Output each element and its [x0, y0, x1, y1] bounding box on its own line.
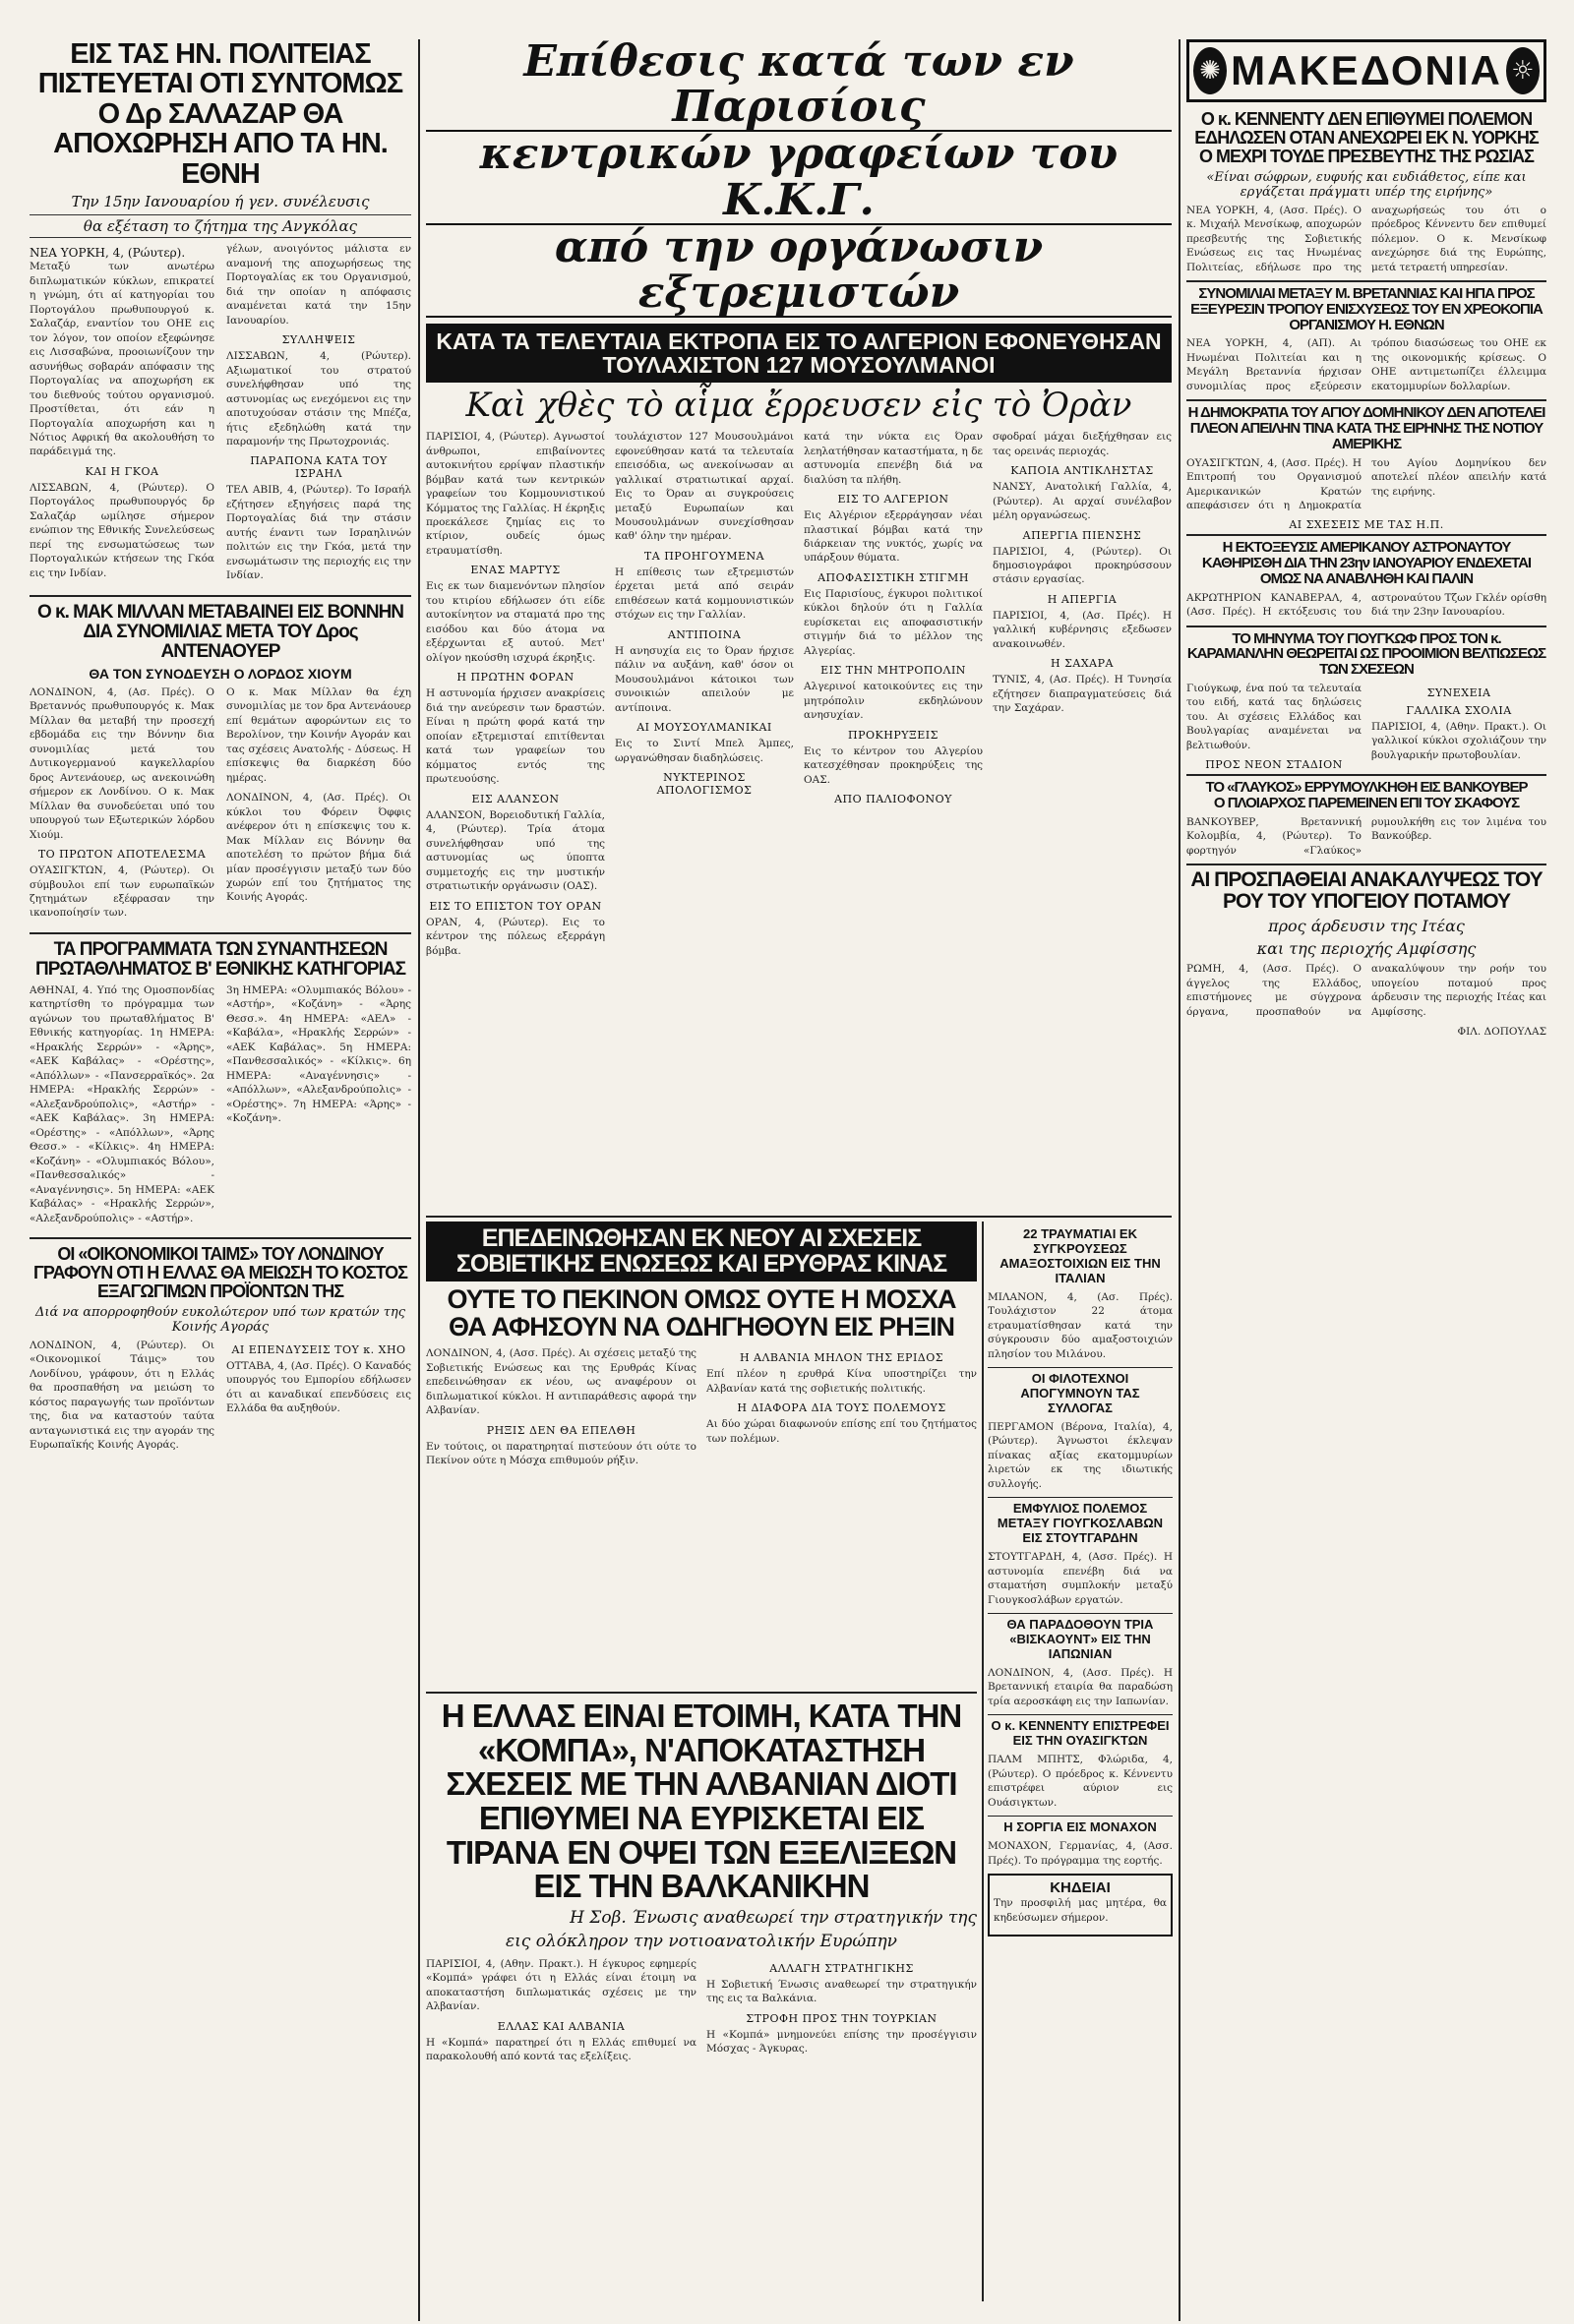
section-rule: [426, 1216, 1172, 1218]
section-head: ΕΝΑΣ ΜΑΡΤΥΣ: [470, 564, 561, 577]
main-title-line-2: κεντρικών γραφείων του Κ.Κ.Γ.: [426, 130, 1172, 222]
article-text: ΡΩΜΗ, 4, (Ασσ. Πρές). Ο άγγελος της Ελλάδος, επιστήμονες με σύγχρονα όργανα, προσπαθούν να ανακαλύψουν την ροήν του υπογείου ποταμού προς άρδευσιν της περιοχής Ιτέας και Αμφίσσης.: [1186, 963, 1546, 1018]
section-head: Η ΑΛΒΑΝΙΑ ΜΗΛΟΝ ΤΗΣ ΕΡΙΔΟΣ: [739, 1351, 944, 1365]
subheadline: «Είναι σώφρων, ευφυής και ευδιάθετος, είπε και εργάζεται πράγματι υπέρ της ειρήνης»: [1206, 169, 1527, 200]
article-football: [30, 932, 411, 1231]
section-head: ΣΤΡΟΦΗ ΠΡΟΣ ΤΗΝ ΤΟΥΡΚΙΑΝ: [746, 2011, 938, 2025]
article-text: Η ανησυχία εις το Όραν ήρχισε πάλιν να αυξάνη, καθ' όσον οι Μουσουλμάνοι κάτοικοι των συνοικιών απειλούν με αντίποινα.: [615, 644, 794, 714]
article-text: ΛΟΝΔΙΝΟΝ, 4, (Ασσ. Πρές). Αι σχέσεις μεταξύ της Σοβιετικής Ενώσεως και της Ερυθράς Κίνας επεδεινώθησαν εκ νέου, ως αναφέρουν οι διπλωματικοί κύκλοι. Η αντιπαράθεσις αφορά την Αλβανίαν.: [426, 1347, 696, 1417]
article-text: Η Σοβιετική Ένωσις αναθεωρεί την στρατηγικήν της εις τα Βαλκάνια.: [706, 1978, 977, 2005]
article-text: ΛΟΝΔΙΝΟΝ, 4, (Ασ. Πρές). Οι κύκλοι του Φόρειν Όφφις ανέφερον ότι η επίσκεψις του κ. Μακ Μίλλαν εις Βόννην θα αποτελέση το πρώτον βήμα διά μίαν προσέγγισιν μεταξύ των δύο χωρών επί του ζητήματος της Κοινής Αγοράς.: [226, 792, 411, 904]
main-title-line-3: από την οργάνωσιν εξτρεμιστών: [426, 223, 1172, 318]
article-text: Η αστυνομία ήρχισεν ανακρίσεις διά την ανεύρεσιν των δραστών. Είναι η πρώτη φορά κατά την οποίαν εξτρεμισταί επιτίθενται κατά των γραφείων του κόμματος εντός της πρωτευούσης.: [426, 687, 605, 786]
article-text: Αι δύο χώραι διαφωνούν επίσης επί του ζητήματος των πολέμων.: [706, 1418, 977, 1445]
headline: ΕΠΕΔΕΙΝΩΘΗΣΑΝ ΕΚ ΝΕΟΥ ΑΙ ΣΧΕΣΕΙΣ ΣΟΒΙΕΤΙΚΗΣ ΕΝΩΣΕΩΣ ΚΑΙ ΕΡΥΘΡΑΣ ΚΙΝΑΣ: [455, 1224, 947, 1279]
article-text: Εις Παρισίους, έγκυροι πολιτικοί κύκλοι δηλούν ότι η Γαλλία ευρίσκεται εις αποφασιστικήν στιγμήν διά το μέλλον της Αλγερίας.: [804, 587, 983, 657]
section-head: ΚΑΠΟΙΑ ΑΝΤΙΚΛΗΣΤΑΣ: [1010, 464, 1154, 478]
article-text: ΑΘΗΝΑΙ, 4. Υπό της Ομοσπονδίας κατηρτίσθη το πρόγραμμα των αγώνων του πρωταθλήματος Β' Εθνικής κατηγορίας. 1η ΗΜΕΡΑ: «Ηρακλής Σερρών» - «Άρης», «ΑΕΚ Καβάλας» - «Ορέστης», «Απόλλων» - «Πανσερραϊκός». 2α ΗΜΕΡΑ: «Ηρακλής Σερρών» - «Αλεξανδρούπολις», «Αστήρ» - «ΑΕΚ Καβάλας». 3η ΗΜΕΡΑ: «Ορέστης» - «Απόλλων», «Άρης Θεσσ.» - «Κίλκις». 4η ΗΜΕΡΑ: «Κοζάνη» - «Ολυμπιακός Βόλου», «Πανθεσσαλικός» - «Αναγέννησις». 5η ΗΜΕΡΑ: «ΑΕΚ Καβάλας» - «Ηρακλής Σερρών», «Αλεξανδρούπολις» - «Αστήρ».: [30, 983, 214, 1224]
article-text: Εις το κέντρον του Αλγερίου κατεσχέθησαν προκηρύξεις της ΟΑΣ.: [804, 745, 983, 786]
article-text: Εις εκ των διαμενόντων πλησίον του κτιρίου εδήλωσεν ότι είδε αυτοκίνητον να σταματά προ της εισόδου και δύο άτομα να εξέρχωνται εξ αυτού. Μετ' ολίγον ηκούσθη ισχυρά έκρηξις.: [426, 580, 605, 664]
article-text: ΝΕΑ ΥΟΡΚΗ, 4, (Ασσ. Πρές). Ο κ. Μιχαήλ Μενσίκωφ, αποχωρών πρεσβευτής της Σοβιετικής Ενώσεως εις τας Ηνωμένας Πολιτείας, εδήλωσε προ της αναχωρήσεώς του ότι ο πρόεδρος Κέννεντυ δεν επιθυμεί πόλεμον. Ο κ. Μενσίκωφ ανεχώρησε διά της Ευρώπης, μετά τετραετή υπηρεσίαν.: [1186, 204, 1546, 273]
article-text: ΜΙΛΑΝΟΝ, 4, (Ασ. Πρές). Τουλάχιστον 22 άτομα ετραυματίσθησαν κατά την σύγκρουσιν δύο αμαξοστοιχιών πλησίον του Μιλάνου.: [988, 1290, 1173, 1360]
article-yugov-message: [1186, 626, 1546, 775]
article-text: ΟΤΤΑΒΑ, 4, (Ασ. Πρές). Ο Καναδός υπουργός του Εμπορίου εδήλωσεν ότι αι καναδικαί επενδύσεις εις Ελλάδα θα αυξηθούν.: [226, 1359, 411, 1415]
subheadline-2: εις ολόκληρον την νοτιοανατολικήν Ευρώπην: [506, 1931, 897, 1951]
headline: ΘΑ ΠΑΡΑΔΟΘΟΥΝ ΤΡΙΑ «ΒΙΣΚΑΟΥΝΤ» ΕΙΣ ΤΗΝ ΙΑΠΩΝΙΑΝ: [988, 1613, 1173, 1662]
article-text: ΠΑΡΙΣΙΟΙ, 4, (Αθην. Πρακτ.). Οι γαλλικοί κύκλοι σχολιάζουν την βουλγαρικήν πρωτοβουλίαν.: [1371, 720, 1546, 761]
headline: Ο κ. ΜΑΚ ΜΙΛΛΑΝ ΜΕΤΑΒΑΙΝΕΙ ΕΙΣ ΒΟΝΝΗΝ ΔΙΑ ΣΥΝΟΜΙΛΙΑΣ ΜΕΤΑ ΤΟΥ Δρος ΑΝΤΕΝΑΟΥΕΡ: [36, 601, 404, 662]
column-rule: [982, 1222, 984, 2301]
headline: ΟΙ ΦΙΛΟΤΕΧΝΟΙ ΑΠΟΓΥΜΝΟΥΝ ΤΑΣ ΣΥΛΛΟΓΑΣ: [988, 1367, 1173, 1416]
article-text: Ο κ. Μακ Μίλλαν θα έχη συνομιλίας με τον δρα Αντενάουερ επί θεμάτων αφορώντων εις το Βερολίνον, την Κοινήν Αγοράν και τας σχέσεις Ανατολής - Δύσεως. Η επίσκεψις θα διαρκέση δύο ημέρας.: [226, 685, 411, 784]
article-text: ΟΥΑΣΙΓΚΤΩΝ, 4, (Ασσ. Πρές). Η Επιτροπή του Οργανισμού Αμερικανικών Κρατών απεφάσισεν ότι η Δημοκρατία του Αγίου Δομηνίκου δεν αποτελεί πλέον απειλήν κατά της ειρήνης.: [1186, 456, 1546, 511]
section-head: Η ΠΡΩΤΗΝ ΦΟΡΑΝ: [456, 671, 575, 685]
subheadline-2: και της περιοχής Αμφίσσης: [1256, 939, 1477, 959]
article-text: ΒΑΝΚΟΥΒΕΡ, Βρεταννική Κολομβία, 4, (Ρώυτερ). Το φορτηγόν «Γλαύκος» ρυμουλκήθη εις τον λιμένα του Βανκούβερ.: [1186, 815, 1546, 857]
section-head: ΠΡΟΚΗΡΥΞΕΙΣ: [848, 728, 938, 742]
article-glafkos: [1186, 774, 1546, 858]
column-rule: [418, 39, 420, 2321]
article-text: Αλγερινοί κατοικούντες εις την μητρόπολιν εκδηλώνουν ανησυχίαν.: [804, 681, 983, 722]
section-head: ΑΠΟ ΠΑΛΙΟΦΟΝΟΥ: [834, 793, 952, 806]
section-head: ΕΛΛΑΣ ΚΑΙ ΑΛΒΑΝΙΑ: [497, 2019, 626, 2033]
article-text: ΜΟΝΑΧΟΝ, Γερμανίας, 4, (Ασσ. Πρές). Το πρόγραμμα της εορτής.: [988, 1840, 1173, 1867]
vergina-emblem-icon: ☼: [1506, 47, 1540, 94]
article-text: Εις το Σιντί Μπελ Άμπες, ωργανώθησαν διαδηλώσεις.: [615, 738, 794, 764]
main-title-line-1: Επίθεσις κατά των εν Παρισίοις: [523, 39, 1074, 133]
section-head: ΓΑΛΛΙΚΑ ΣΧΟΛΙΑ: [1406, 703, 1512, 717]
section-head: ΡΗΞΙΣ ΔΕΝ ΘΑ ΕΠΕΛΘΗ: [486, 1423, 636, 1437]
article-text: ΠΑΡΙΣΙΟΙ, 4, (Ρώυτερ). Οι δημοσιογράφοι προκηρύσσουν στάσιν εργασίας.: [993, 545, 1172, 586]
article-text: ΟΡΑΝ, 4, (Ρώυτερ). Εις το κέντρον της πόλεως εξερράγη βόμβα.: [426, 916, 605, 957]
headline: ΣΥΝΟΜΙΛΙΑΙ ΜΕΤΑΞΥ Μ. ΒΡΕΤΑΝΝΙΑΣ ΚΑΙ ΗΠΑ ΠΡΟΣ ΕΞΕΥΡΕΣΙΝ ΤΡΟΠΟΥ ΕΝΙΣΧΥΣΕΩΣ ΤΟΥ ΕΝ ΧΡΕΟΚΟΠΙΑ ΟΡΓΑΝΙΣΜΟΥ Η. ΕΘΝΩΝ: [1190, 285, 1543, 333]
article-text: κατά την νύκτα εις Όραν λεηλατήθησαν καταστήματα, η δε αστυνομία επενέβη διά να διαλύση τα πλήθη.: [804, 431, 983, 486]
obituary-box: [988, 1874, 1173, 1937]
section-head: ΑΙ ΜΟΥΣΟΥΛΜΑΝΙΚΑΙ: [636, 721, 772, 735]
lead-subheadline: Την 15ην Ιανουαρίου ή γεν. συνέλευσις: [71, 193, 370, 211]
article-text: ΤΕΛ ΑΒΙΒ, 4, (Ρώυτερ). Το Ισραήλ εζήτησεν εξηγήσεις παρά της Πορτογαλίας διά την στάσιν αυτής έναντι των Ισραηλινών πολιτών εις την Γκόα, μετά την ενσωμάτωσιν της περιοχής εις την Ινδίαν.: [226, 484, 411, 582]
article-text: σφοδραί μάχαι διεξήχθησαν εις τας ορεινάς περιοχάς.: [993, 431, 1172, 457]
masthead: [1186, 39, 1546, 102]
italic-subtitle: Καὶ χθὲς τὸ αἷμα ἔρρευσεν εἰς τὸ Ὀρὰν: [465, 386, 1132, 426]
article-text: Την προσφιλή μας μητέρα, θα κηδεύσωμεν σήμερον.: [994, 1897, 1167, 1924]
headline: Η ΔΗΜΟΚΡΑΤΙΑ ΤΟΥ ΑΓΙΟΥ ΔΟΜΗΝΙΚΟΥ ΔΕΝ ΑΠΟΤΕΛΕΙ ΠΛΕΟΝ ΑΠΕΙΛΗΝ ΤΙΝΑ ΚΑΤΑ ΤΗΣ ΕΙΡΗΝΗΣ ΤΗΣ ΝΟΤΙΟΥ ΑΜΕΡΙΚΗΣ: [1187, 404, 1545, 452]
center-lead-article: [426, 39, 1172, 1212]
article-text: ΛΙΣΣΑΒΩΝ, 4, (Ρώυτερ). Αξιωματικοί του στρατού συνελήφθησαν υπό της αστυνομίας ως ενεχόμενοι εις την αποτυχούσαν στάσιν της Μπέζα, ήτις εξεδηλώθη κατά την παραμονήν της Πρωτοχρονιάς.: [226, 350, 411, 447]
section-head: ΚΑΙ Η ΓΚΟΑ: [85, 464, 159, 478]
article-underground-river: [1186, 864, 1546, 1040]
article-text: ΠΑΛΜ ΜΠΗΤΣ, Φλώριδα, 4, (Ρώυτερ). Ο πρόεδρος κ. Κέννεντυ επιστρέφει αύριον εις Ουάσιγκτων.: [988, 1754, 1173, 1809]
article-text: Μεταξύ των ανωτέρω διπλωματικών κύκλων, επικρατεί η γνώμη, ότι αί κατηγορίαι του Πορτογάλου πρωθυπουργού κ. Σαλαζάρ, εναντίον του ΟΗΕ εις τον λόγον, τον οποίον εξεφώνησε εις Λισσαβώνα, προοιωνίζουν την ασυνήθως σοβαράν απόφασιν της Πορτογαλίας να αποχωρήση εκ του διεθνούς τούτου οργανισμού. Προστίθεται, ότι εάν η Πορτογαλία αποχωρήση και η Νότιος Αφρική θα ακολουθήση το παράδειγμά της.: [30, 261, 214, 458]
article-text: ΠΑΡΙΣΙΟΙ, 4, (Ασ. Πρές). Η γαλλική κυβέρνησις εξεδωσεν ανακοινωθέν.: [993, 609, 1172, 650]
section-head: ΠΡΟΣ ΝΕΟΝ ΣΤΑΔΙΟΝ: [1205, 758, 1343, 772]
right-column: [1186, 39, 1546, 2301]
article-text: Η «Κομπά» μνημονεύει επίσης την προσέγγισιν Μόσχας - Άγκυρας.: [706, 2028, 977, 2056]
subheadline: Η Σοβ. Ένωσις αναθεωρεί την στρατηγικήν της: [570, 1907, 977, 1928]
article-un: [1186, 280, 1546, 393]
article-text: Εν τούτοις, οι παρατηρηταί πιστεύουν ότι ούτε το Πεκίνον ούτε η Μόσχα επιθυμούν ρήξιν.: [426, 1440, 696, 1467]
headline: ΑΙ ΠΡΟΣΠΑΘΕΙΑΙ ΑΝΑΚΑΛΥΨΕΩΣ ΤΟΥ ΡΟΥ ΤΟΥ ΥΠΟΓΕΙΟΥ ΠΟΤΑΜΟΥ: [1190, 868, 1543, 914]
article-text: ΑΚΡΩΤΗΡΙΟΝ ΚΑΝΑΒΕΡΑΛ, 4, (Ασσ. Πρές). Η εκτόξευσις του αστροναύτου Τζων Γκλέν ορίσθη διά την 23ην Ιανουαρίου.: [1186, 591, 1546, 619]
section-head: ΑΠΟΦΑΣΙΣΤΙΚΗ ΣΤΙΓΜΗ: [817, 570, 969, 584]
article-astronaut: [1186, 534, 1546, 619]
signature: ΦΙΛ. ΔΟΠΟΥΛΑΣ: [1457, 1026, 1546, 1039]
banner-text: ΚΑΤΑ ΤΑ ΤΕΛΕΥΤΑΙΑ ΕΚΤΡΟΠΑ ΕΙΣ ΤΟ ΑΛΓΕΡΙΟΝ ΕΦΟΝΕΥΘΗΣΑΝ ΤΟΥΛΑΧΙΣΤΟΝ 127 ΜΟΥΣΟΥΛΜΑΝΟΙ: [436, 328, 1162, 379]
headline: ΤΟ «ΓΛΑΥΚΟΣ» ΕΡΡΥΜΟΥΛΚΗΘΗ ΕΙΣ ΒΑΝΚΟΥΒΕΡ: [1205, 779, 1528, 797]
section-head: ΤΟ ΠΡΩΤΟΝ ΑΠΟΤΕΛΕΣΜΑ: [37, 848, 207, 862]
sun-emblem-icon: ✺: [1193, 47, 1227, 94]
headline: ΚΗΔΕΙΑΙ: [1050, 1879, 1111, 1897]
left-column: [30, 39, 411, 2301]
headline: Ο κ. ΚΕΝΝΕΝΤΥ ΕΠΙΣΤΡΕΦΕΙ ΕΙΣ ΤΗΝ ΟΥΑΣΙΓΚΤΩΝ: [988, 1714, 1173, 1749]
lead-headline: ΕΙΣ ΤΑΣ ΗΝ. ΠΟΛΙΤΕΙΑΣ ΠΙΣΤΕΥΕΤΑΙ ΟΤΙ ΣΥΝΤΟΜΩΣ Ο Δρ ΣΑΛΑΖΑΡ ΘΑ ΑΠΟΧΩΡΗΣΗ ΑΠΟ ΤΑ ΗΝ. ΕΘΝΗ: [37, 39, 403, 190]
soviet-banner: [426, 1222, 977, 1281]
section-head: Η ΣΑΧΑΡΑ: [1051, 657, 1114, 671]
article-text: ΟΥΑΣΙΓΚΤΩΝ, 4, (Ρώυτερ). Οι σύμβουλοι επί των ευρωπαϊκών ζητημάτων εξέφρασαν την ικανοποίησίν των.: [30, 864, 214, 920]
article-text: Επί πλέον η ερυθρά Κίνα υποστηρίζει την Αλβανίαν κατά της σοβιετικής πολιτικής.: [706, 1368, 977, 1395]
headline: ΕΜΦΥΛΙΟΣ ΠΟΛΕΜΟΣ ΜΕΤΑΞΥ ΓΙΟΥΓΚΟΣΛΑΒΩΝ ΕΙΣ ΣΤΟΥΤΓΑΡΔΗΝ: [988, 1497, 1173, 1546]
section-head: ΤΑ ΠΡΟΗΓΟΥΜΕΝΑ: [643, 549, 765, 563]
article-greece-albania: [426, 1692, 977, 2309]
headline: Η ΣΟΡΓΙΑ ΕΙΣ ΜΟΝΑΧΟΝ: [988, 1816, 1173, 1835]
article-text: τουλάχιστον 127 Μουσουλμάνοι εφονεύθησαν κατά τα τελευταία επεισόδια, ως ανεκοίνωσαν αι γαλλικαί στρατιωτικαί αρχαί. Εις το Όραν αι συγκρούσεις μεταξύ Ευρωπαίων και Μουσουλμάνων συνεχίσθησαν καθ' όλην την ημέραν.: [615, 431, 794, 543]
headline: Η ΕΛΛΑΣ ΕΙΝΑΙ ΕΤΟΙΜΗ, ΚΑΤΑ ΤΗΝ «ΚΟΜΠΑ», Ν'ΑΠΟΚΑΤΑΣΤΗΣΗ ΣΧΕΣΕΙΣ ΜΕ ΤΗΝ ΑΛΒΑΝΙΑΝ ΔΙΟΤΙ ΕΠΙΘΥΜΕΙ ΝΑ ΕΥΡΙΣΚΕΤΑΙ ΕΙΣ ΤΙΡΑΝΑ ΕΝ ΟΨΕΙ ΤΩΝ ΕΞΕΛΙΞΕΩΝ ΕΙΣ ΤΗΝ ΒΑΛΚΑΝΙΚΗΝ: [441, 1698, 962, 1905]
section-head: ΣΥΝΕΧΕΙΑ: [1426, 685, 1491, 699]
section-head: ΑΙ ΕΠΕΝΔΥΣΕΙΣ ΤΟΥ κ. ΧΗΟ: [231, 1342, 406, 1356]
dateline: ΝΕΑ ΥΟΡΚΗ, 4, (Ρώυτερ).: [30, 246, 186, 261]
article-text: ΣΤΟΥΤΓΑΡΔΗ, 4, (Ασσ. Πρές). Η αστυνομία επενέβη διά να σταματήση συμπλοκήν μεταξύ Γιουγκοσλάβων εργατών.: [988, 1551, 1173, 1606]
headline-2: Ο ΠΛΟΙΑΡΧΟΣ ΠΑΡΕΜΕΙΝΕΝ ΕΠΙ ΤΟΥ ΣΚΑΦΟΥΣ: [1213, 795, 1520, 812]
column-rule: [1179, 39, 1180, 2321]
brief-news-column: [988, 1222, 1173, 2301]
section-head: ΕΙΣ ΑΛΑΝΣΟΝ: [471, 792, 560, 805]
article-text: 3η ΗΜΕΡΑ: «Ολυμπιακός Βόλου» - «Αστήρ», «Κοζάνη» - «Άρης Θεσσ.». 4η ΗΜΕΡΑ: «ΑΕΛ» - «Καβάλα», «Ηρακλής Σερρών» - «ΑΕΚ Καβάλας». 5η ΗΜΕΡΑ: «Πανθεσσαλικός» - «Κίλκις». 6η ΗΜΕΡΑ: «Αναγέννησις» - «Απόλλων», «Αλεξανδρούπολις» - «Ορέστης». 7η ΗΜΕΡΑ: «Άρης» - «Κοζάνη».: [226, 983, 411, 1125]
section-head: ΑΠΕΡΓΙΑ ΠΙΕΝΣΗΣ: [1022, 528, 1142, 542]
article-text: ΑΛΑΝΣΟΝ, Βορειοδυτική Γαλλία, 4, (Ρώυτερ). Τρία άτομα συνελήφθησαν υπό της αστυνομίας ως ύποπτα συμμετοχής εις την μυστικήν στρατιωτικήν οργάνωσιν (ΟΑΣ).: [426, 808, 605, 893]
section-head: ΣΥΛΛΗΨΕΙΣ: [281, 333, 356, 347]
section-head: Η ΔΙΑΦΟΡΑ ΔΙΑ ΤΟΥΣ ΠΟΛΕΜΟΥΣ: [737, 1401, 946, 1415]
section-head: ΝΥΚΤΕΡΙΝΟΣ ΑΠΟΛΟΓΙΣΜΟΣ: [656, 771, 753, 798]
article-text: ΝΕΑ ΥΟΡΚΗ, 4, (ΑΠ). Αι Ηνωμέναι Πολιτείαι και η Μεγάλη Βρεταννία ήρχισαν συνομιλίας προς εξεύρεσιν τρόπου διασώσεως του ΟΗΕ εκ της οικονομικής κρίσεως. Ο ΟΗΕ αντιμετωπίζει έλλειμμα εκατομμυρίων δολλαρίων.: [1186, 337, 1546, 392]
article-text: ΠΑΡΙΣΙΟΙ, 4, (Αθην. Πρακτ.). Η έγκυρος εφημερίς «Κομπά» γράφει ότι η Ελλάς είναι έτοιμη να αποκαταστήση διπλωματικάς σχέσεις με την Αλβανίαν.: [426, 1957, 696, 2013]
headline: ΤΟ ΜΗΝΥΜΑ ΤΟΥ ΓΙΟΥΓΚΩΦ ΠΡΟΣ ΤΟΝ κ. ΚΑΡΑΜΑΝΛΗΝ ΘΕΩΡΕΙΤΑΙ ΩΣ ΠΡΟΟΙΜΙΟΝ ΒΕΛΤΙΩΣΕΩΣ ΤΩΝ ΣΧΕΣΕΩΝ: [1186, 629, 1546, 679]
masthead-title: ΜΑΚΕΔΟΝΙΑ: [1231, 47, 1502, 93]
headline: ΤΑ ΠΡΟΓΡΑΜΜΑΤΑ ΤΩΝ ΣΥΝΑΝΤΗΣΕΩΝ ΠΡΩΤΑΘΛΗΜΑΤΟΣ Β' ΕΘΝΙΚΗΣ ΚΑΤΗΓΟΡΙΑΣ: [35, 938, 405, 980]
article-text: ΠΑΡΙΣΙΟΙ, 4, (Ρώυτερ). Αγνωστοί άνθρωποι, επιβαίνοντες αυτοκινήτου ερρίψαν πλαστικήν βόμβαν κατά των κεντρικών γραφείων του Κομμουνιστικού Κόμματος της Γαλλίας. Η έκρηξις προεκάλεσε ζημίας εις το κτίριον, ουδείς όμως ετραυματίσθη.: [426, 431, 605, 557]
headline: ΟΙ «ΟΙΚΟΝΟΜΙΚΟΙ ΤΑΙΜΣ» ΤΟΥ ΛΟΝΔΙΝΟΥ ΓΡΑΦΟΥΝ ΟΤΙ Η ΕΛΛΑΣ ΘΑ ΜΕΙΩΣΗ ΤΟ ΚΟΣΤΟΣ ΕΞΑΓΩΓΙΜΩΝ ΠΡΟΪΟΝΤΩΝ ΤΗΣ: [33, 1244, 407, 1301]
section-head: ΕΙΣ ΤΟ ΕΠΙΣΤΟΝ ΤΟΥ ΟΡΑΝ: [429, 899, 602, 913]
subheadline: ΘΑ ΤΟΝ ΣΥΝΟΔΕΥΣΗ Ο ΛΟΡΔΟΣ ΧΙΟΥΜ: [89, 665, 352, 682]
article-text: ΛΙΣΣΑΒΩΝ, 4, (Ρώυτερ). Ο Πορτογάλος πρωθυπουργός δρ Σαλαζάρ ωμίλησε σήμερον ενώπιον της Εθνικής Συνελεύσεως περί της ενσωματώσεως των Πορτογαλικών κτήσεων της Γκόα εις την Ινδίαν.: [30, 481, 214, 579]
section-head: ΑΝΤΙΠΟΙΝΑ: [667, 627, 742, 641]
article-financial-times: [30, 1237, 411, 1459]
headline: Ο κ. ΚΕΝΝΕΝΤΥ ΔΕΝ ΕΠΙΘΥΜΕΙ ΠΟΛΕΜΟΝ ΕΔΗΛΩΣΕΝ ΟΤΑΝ ΑΝΕΧΩΡΕΙ ΕΚ Ν. ΥΟΡΚΗΣ Ο ΜΕΧΡΙ ΤΟΥΔΕ ΠΡΕΣΒΕΥΤΗΣ ΤΗΣ ΡΩΣΙΑΣ: [1194, 109, 1539, 166]
article-text: ΛΟΝΔΙΝΟΝ, 4, (Ασ. Πρές). Ο Βρεταννός πρωθυπουργός κ. Μακ Μίλλαν θα μεταβή την προσεχή εβδομάδα εις την Βόννην δια συνομιλίας μετά του Δυτικογερμανού καγκελλαρίου δρος Αντενάουερ, ως ανεκοινώθη σήμερον εκ Λονδίνου. Ο κ. Μακ Μίλλαν θα συνοδεύεται υπό του υπουργού των Εξωτερικών λόρδου Χιούμ.: [30, 685, 214, 841]
article-macmillan: [30, 595, 411, 926]
section-head: ΠΑΡΑΠΟΝΑ ΚΑΤΑ ΤΟΥ ΙΣΡΑΗΛ: [250, 454, 388, 481]
banner-algeria: [426, 324, 1172, 383]
article-text: ΝΑΝΣΥ, Ανατολική Γαλλία, 4, (Ρώυτερ). Αι αρχαί συνέλαβον μέλη οργανώσεως.: [993, 481, 1172, 522]
article-text: Εις Αλγέριον εξερράγησαν νέαι πλαστικαί βόμβαι κατά την διάρκειαν της νυκτός, χωρίς να υπάρξουν θύματα.: [804, 509, 983, 565]
article-text: ΛΟΝΔΙΝΟΝ, 4, (Ρώυτερ). Οι «Οικονομικοί Τάιμς» του Λονδίνου, γράφουν, ότι η Ελλάς θα προσπαθήση να μειώση το κόστος παραγωγής των προϊόντων της, δια να καταστούν ταύτα ανταγωνιστικά εις την αγοράν της Ευρωπαϊκής Κοινής Αγοράς.: [30, 1339, 214, 1452]
article-text: Η επίθεσις των εξτρεμιστών έρχεται μετά από σειράν επιθέσεων κατά κομμουνιστικών στόχων εις την Γαλλίαν.: [615, 566, 794, 622]
article-text: Γιούγκωφ, ένα πού τα τελευταία του ειδή, κατά τας δηλώσεις του. Αι σχέσεις Ελλάδος και Βουλγαρίας αναμένεται να βελτιωθούν.: [1186, 682, 1362, 751]
subheadline: Διά να απορροφηθούν ευκολώτερον υπό των κρατών της Κοινής Αγοράς: [35, 1304, 405, 1335]
article-dominican: [1186, 399, 1546, 531]
section-head: ΕΙΣ ΤΟ ΑΛΓΕΡΙΟΝ: [837, 493, 949, 507]
headline: 22 ΤΡΑΥΜΑΤΙΑΙ ΕΚ ΣΥΓΚΡΟΥΣΕΩΣ ΑΜΑΞΟΣΤΟΙΧΙΩΝ ΕΙΣ ΤΗΝ ΙΤΑΛΙΑΝ: [999, 1226, 1161, 1285]
section-head: ΑΛΛΑΓΗ ΣΤΡΑΤΗΓΙΚΗΣ: [769, 1961, 914, 1975]
article-text: γέλων, ανοιγόντος μάλιστα εν αναμονή της αποχωρήσεως της Πορτογαλίας εκ του Οργανισμού, διά την οποίαν η απόφασις αναμένεται κατά την 15ην Ιανουαρίου.: [226, 243, 411, 327]
section-head: Η ΑΠΕΡΓΙΑ: [1047, 592, 1118, 606]
subheadline: προς άρδευσιν της Ιτέας: [1268, 917, 1465, 936]
section-head: ΕΙΣ ΤΗΝ ΜΗΤΡΟΠΟΛΙΝ: [820, 664, 966, 678]
headline-2: ΟΥΤΕ ΤΟ ΠΕΚΙΝΟΝ ΟΜΩΣ ΟΥΤΕ Η ΜΟΣΧΑ ΘΑ ΑΦΗΣΟΥΝ ΝΑ ΟΔΗΓΗΘΟΥΝ ΕΙΣ ΡΗΞΙΝ: [447, 1283, 956, 1341]
article-text: ΠΕΡΓΑΜΟΝ (Βέρονα, Ιταλία), 4, (Ρώυτερ). Άγνωστοι έκλεψαν πίνακας αξίας εκατομμυρίων λιρετών εκ της ιδιωτικής συλλογής.: [988, 1420, 1173, 1490]
article-text: ΛΟΝΔΙΝΟΝ, 4, (Ασσ. Πρές). Η Βρεταννική εταιρία θα παραδώση τρία αεροσκάφη εις την Ιαπωνίαν.: [988, 1666, 1173, 1707]
lead-subheadline-2: θα εξέταση το ζήτημα της Ανγκόλας: [30, 214, 411, 238]
article-soviet-china: [426, 1222, 977, 1684]
headline: Η ΕΚΤΟΞΕΥΣΙΣ ΑΜΕΡΙΚΑΝΟΥ ΑΣΤΡΟΝΑΥΤΟΥ ΚΑΘΗΡΙΣΘΗ ΔΙΑ ΤΗΝ 23ην ΙΑΝΟΥΑΡΙΟΥ ΕΝΔΕΧΕΤΑΙ ΟΜΩΣ ΝΑ ΑΝΑΒΛΗΘΗ ΚΑΙ ΠΑΛΙΝ: [1201, 539, 1532, 587]
section-head: ΑΙ ΣΧΕΣΕΙΣ ΜΕ ΤΑΣ Η.Π.: [1289, 518, 1444, 532]
article-text: ΤΥΝΙΣ, 4, (Ασ. Πρές). Η Τυνησία εζήτησεν διαπραγματεύσεις διά την Σαχάραν.: [993, 674, 1172, 715]
article-text: Η «Κομπά» παρατηρεί ότι η Ελλάς επιθυμεί να παρακολουθή από κοντά τας εξελίξεις.: [426, 2036, 696, 2063]
